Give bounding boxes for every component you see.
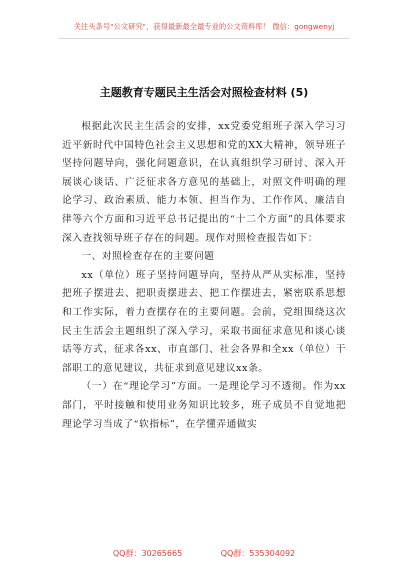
header-promo-note: 关注头条号"公文研究"，获得最新最全最专业的公文资料库！ 微信：gongwenyj xyxy=(73,22,335,31)
footer-contact xyxy=(0,548,408,559)
paragraph-intro: 根据此次民主生活会的安排，xx党委党组班子深入学习习近平新时代中国特色社会主义思想和党的XX大精神，领导班子坚持问题导向，强化问题意识，在认真组织学习研讨、深入开展谈心谈话、广泛征求各方意见的基础上，对照文件明确的理论学习、政治素质、能力本领、担当作为、工作作风、廉洁自律等六个方面和习近平总书记提出的“十二个方面”的具体要求深入查找领导班子存在的问题。现作对照检查报告如下： xyxy=(62,121,346,244)
paragraph-problems: xx（单位）班子坚持问题导向，坚持从严从实标准，坚持把班子摆进去、把职责摆进去、把工作摆进去，紧密联系思想和工作实际，着力查摆存在的主要问题。会前，党组围绕这次民主生活会主题组织了深入学习，采取书面征求意见和谈心谈话等方式，征求各xx、市直部门、社会各界和全xx（单位）干部职工的意见建议，共征求到意见建议xx条。 xyxy=(62,269,346,374)
document-body xyxy=(62,118,346,434)
section-heading: 一、对照检查存在的主要问题 xyxy=(81,251,215,263)
paragraph-theory-study: （一）在“理论学习”方面。一是理论学习不透彻。作为xx部门，平时接触和使用业务知识比较多，班子成员不自觉地把理论学习当成了“软指标”，在学懂弄通做实 xyxy=(62,381,346,430)
footer-qq-group-1: QQ群：30265665 xyxy=(112,549,183,558)
document-title: 主题教育专题民主生活会对照检查材料 (5) xyxy=(99,86,309,99)
header-divider xyxy=(58,38,350,39)
footer-qq-group-2: QQ群：535304092 xyxy=(220,549,296,558)
